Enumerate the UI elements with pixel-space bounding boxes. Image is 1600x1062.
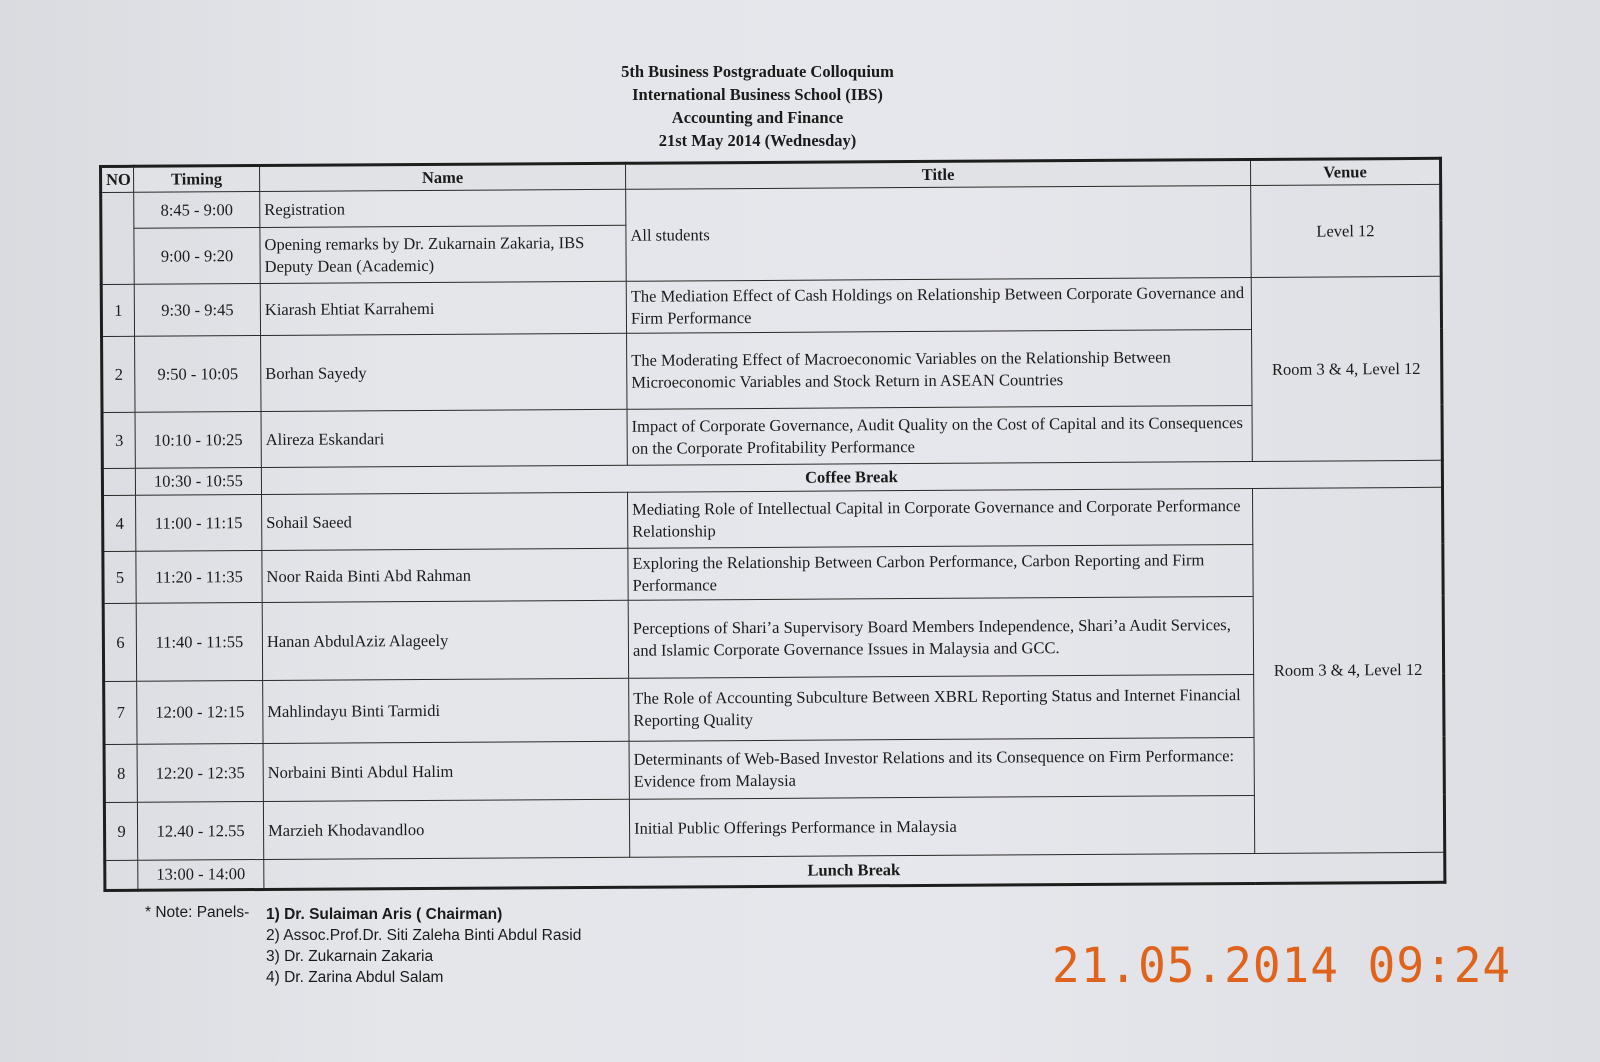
document-header — [0, 60, 1515, 152]
no-cell: 1 — [101, 284, 134, 336]
timing-cell: 10:30 - 10:55 — [135, 468, 261, 496]
name-cell: Norbaini Binti Abdul Halim — [263, 741, 629, 801]
timing-cell: 11:00 - 11:15 — [136, 495, 262, 552]
timing-cell: 11:20 - 11:35 — [136, 551, 262, 604]
table-row — [103, 487, 1443, 551]
timing-cell: 13:00 - 14:00 — [138, 860, 264, 891]
name-cell: Hanan AbdulAziz Alageely — [262, 600, 628, 680]
name-cell: Marzieh Khodavandloo — [263, 799, 629, 859]
title-cell: All students — [626, 185, 1252, 281]
no-cell-empty — [101, 192, 135, 284]
header-timing: Timing — [134, 166, 260, 193]
no-cell: 9 — [104, 802, 137, 860]
title-cell: Determinants of Web-Based Investor Relations and its Consequence on Firm Performance: Evidence from Malaysia — [629, 737, 1254, 799]
timing-cell: 12:00 - 12:15 — [137, 681, 263, 745]
no-cell: 2 — [102, 336, 135, 412]
name-cell: Borhan Sayedy — [261, 333, 627, 411]
panel-member: 4) Dr. Zarina Abdul Salam — [266, 969, 444, 986]
panel-member: 1) Dr. Sulaiman Aris ( Chairman) — [266, 906, 503, 923]
panel-member: 2) Assoc.Prof.Dr. Siti Zaleha Binti Abdul Rasid — [266, 927, 582, 944]
table-row — [104, 673, 1444, 744]
title-cell: The Mediation Effect of Cash Holdings on Relationship Between Corporate Governance and Firm Performance — [626, 277, 1251, 333]
name-cell: Opening remarks by Dr. Zukarnain Zakaria, IBS Deputy Dean (Academic) — [260, 225, 626, 283]
lunch-break-label: Lunch Break — [264, 852, 1445, 889]
name-cell: Noor Raida Binti Abd Rahman — [262, 548, 628, 602]
title-cell: Perceptions of Shari’a Supervisory Board Members Independence, Shari’a Audit Services, and Islamic Corporate Governance Issues in Malaysia and GCC. — [628, 596, 1253, 678]
event-date: 21st May 2014 (Wednesday) — [658, 131, 857, 150]
table-row — [101, 184, 1441, 228]
title-cell: Initial Public Offerings Performance in Malaysia — [629, 795, 1254, 857]
timing-cell: 9:30 - 9:45 — [134, 284, 260, 337]
header-venue: Venue — [1250, 158, 1440, 185]
panel-list — [266, 904, 581, 988]
venue-cell: Room 3 & 4, Level 12 — [1252, 487, 1444, 853]
no-cell: 6 — [103, 603, 136, 681]
no-cell-empty — [105, 860, 138, 890]
panel-member: 3) Dr. Zukarnain Zakaria — [266, 948, 434, 965]
timing-cell: 11:40 - 11:55 — [136, 603, 262, 682]
venue-cell: Level 12 — [1251, 184, 1442, 277]
title-cell: Impact of Corporate Governance, Audit Quality on the Cost of Capital and its Consequences on the Corporate Profitability Performance — [627, 405, 1252, 465]
date-time-stamp: 21.05.2014 09:24 — [1052, 936, 1512, 994]
venue-cell: Room 3 & 4, Level 12 — [1251, 276, 1442, 461]
timing-cell: 9:50 - 10:05 — [135, 336, 261, 413]
no-cell: 3 — [102, 412, 135, 468]
notes-label: * Note: Panels- — [145, 904, 250, 921]
no-cell: 8 — [104, 744, 137, 802]
table-row — [104, 794, 1444, 860]
table-row — [103, 543, 1443, 603]
table-row — [101, 276, 1441, 336]
header-title: Title — [625, 159, 1250, 189]
schedule-sheet — [99, 157, 1443, 892]
track-name: Accounting and Finance — [671, 108, 844, 127]
coffee-break-label: Coffee Break — [261, 460, 1442, 494]
timing-cell: 9:00 - 9:20 — [134, 228, 260, 285]
name-cell: Registration — [260, 189, 626, 227]
timing-cell: 10:10 - 10:25 — [135, 412, 261, 469]
title-cell: The Moderating Effect of Macroeconomic Variables on the Relationship Between Microeconomic Variables and Stock Return in ASEAN Countries — [627, 329, 1252, 409]
title-cell: The Role of Accounting Subculture Between XBRL Reporting Status and Internet Financial Reporting Quality — [629, 674, 1254, 741]
name-cell: Kiarash Ehtiat Karrahemi — [260, 281, 626, 335]
no-cell: 7 — [104, 681, 137, 744]
header-name: Name — [260, 163, 626, 191]
name-cell: Mahlindayu Binti Tarmidi — [263, 678, 629, 743]
table-row — [102, 404, 1442, 468]
title-cell: Exploring the Relationship Between Carbon Performance, Carbon Reporting and Firm Performance — [628, 544, 1253, 600]
table-row — [102, 328, 1442, 412]
event-title: 5th Business Postgraduate Colloquium — [621, 62, 894, 81]
no-cell: 5 — [103, 551, 136, 603]
name-cell: Sohail Saeed — [262, 492, 628, 550]
no-cell: 4 — [103, 495, 136, 551]
table-row — [104, 736, 1444, 802]
timing-cell: 12:20 - 12:35 — [137, 744, 263, 803]
timing-cell: 12.40 - 12.55 — [137, 802, 263, 861]
schedule-table — [99, 157, 1446, 892]
name-cell: Alireza Eskandari — [261, 409, 627, 467]
title-cell: Mediating Role of Intellectual Capital in Corporate Governance and Corporate Performance Relationship — [628, 488, 1253, 548]
table-row — [103, 595, 1443, 681]
no-cell-empty — [102, 468, 135, 495]
timing-cell: 8:45 - 9:00 — [134, 192, 260, 229]
school-name: International Business School (IBS) — [632, 85, 883, 104]
header-no: NO — [101, 166, 134, 192]
